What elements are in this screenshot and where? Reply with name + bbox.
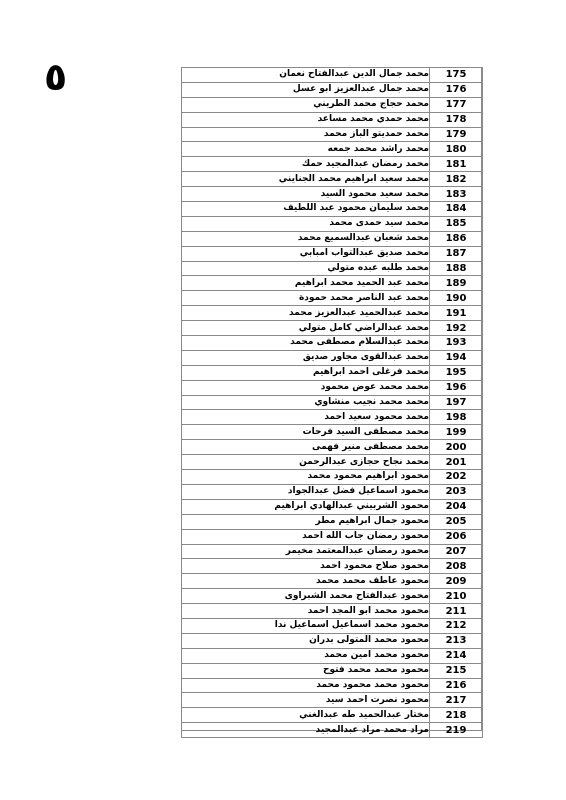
number-cell: 192 — [430, 321, 483, 336]
table-row — [182, 470, 483, 485]
name-cell: محمد نجاح حجازى عبدالرحمن — [182, 455, 430, 470]
number-cell: 184 — [430, 202, 483, 217]
table-row — [182, 499, 483, 514]
number-cell: 177 — [430, 97, 483, 112]
table-row — [182, 455, 483, 470]
table-row — [182, 261, 483, 276]
name-cell: محمود محمد اسماعيل اسماعيل ندا — [182, 618, 430, 633]
name-cell: محمد رمضان عبدالمجيد حمك — [182, 157, 430, 172]
table-row — [182, 82, 483, 97]
table-row — [182, 529, 483, 544]
name-cell: محمد شعبان عبدالسميع محمد — [182, 231, 430, 246]
number-cell: 208 — [430, 559, 483, 574]
page-number: ٥ — [44, 55, 68, 99]
name-cell: محمود ابراهيم محمود محمد — [182, 470, 430, 485]
number-cell: 198 — [430, 410, 483, 425]
name-cell: محمود محمد محمد فتوح — [182, 663, 430, 678]
number-cell: 212 — [430, 618, 483, 633]
name-cell: محمود جمال ابراهيم مطر — [182, 514, 430, 529]
table-row — [182, 663, 483, 678]
name-cell: محمد سعيد محمود السيد — [182, 187, 430, 202]
name-cell: محمود عبدالفتاح محمد الشبراوى — [182, 589, 430, 604]
name-cell: محمد راشد محمد جمعه — [182, 142, 430, 157]
table-row — [182, 678, 483, 693]
number-cell: 210 — [430, 589, 483, 604]
number-cell: 209 — [430, 574, 483, 589]
roster-table — [181, 67, 483, 738]
name-cell: محمد طلبه عبده متولي — [182, 261, 430, 276]
number-cell: 180 — [430, 142, 483, 157]
table-row — [182, 380, 483, 395]
table-row — [182, 127, 483, 142]
number-cell: 203 — [430, 484, 483, 499]
number-cell: 217 — [430, 693, 483, 708]
table-row — [182, 187, 483, 202]
table-row — [182, 172, 483, 187]
name-cell: محمد حمديتو الباز محمد — [182, 127, 430, 142]
number-cell: 195 — [430, 365, 483, 380]
table-row — [182, 514, 483, 529]
table-row — [182, 559, 483, 574]
table-row — [182, 321, 483, 336]
number-cell: 218 — [430, 708, 483, 723]
name-cell: محمود رمضان جاب الله احمد — [182, 529, 430, 544]
number-cell: 197 — [430, 395, 483, 410]
number-cell: 188 — [430, 261, 483, 276]
number-cell: 186 — [430, 231, 483, 246]
name-cell: محمود اسماعيل فضل عبدالجواد — [182, 484, 430, 499]
name-cell: محمود عاطف محمد محمد — [182, 574, 430, 589]
name-cell: محمد مصطفى منير فهمى — [182, 440, 430, 455]
table-row — [182, 410, 483, 425]
table-row — [182, 440, 483, 455]
name-cell: محمد عبد الحميد محمد ابراهيم — [182, 276, 430, 291]
roster-body — [182, 68, 483, 738]
name-cell: محمود محمد المتولى بدران — [182, 633, 430, 648]
name-cell: محمد محمد نجيب منشاوي — [182, 395, 430, 410]
name-cell: مراد محمد مراد عبدالمجيد — [182, 723, 430, 738]
name-cell: محمد عبدالراضي كامل متولي — [182, 321, 430, 336]
name-cell: محمد سليمان محمود عبد اللطيف — [182, 202, 430, 217]
table-row — [182, 142, 483, 157]
name-cell: محمود محمد امين محمد — [182, 648, 430, 663]
number-cell: 215 — [430, 663, 483, 678]
number-cell: 181 — [430, 157, 483, 172]
name-cell: محمود محمد محمود محمد — [182, 678, 430, 693]
table-row — [182, 231, 483, 246]
name-cell: محمود محمد ابو المجد احمد — [182, 604, 430, 619]
name-cell: محمد عبدالسلام مصطفى محمد — [182, 336, 430, 351]
name-cell: محمد سيد حمدى محمد — [182, 216, 430, 231]
name-cell: محمد حمدي محمد مساعد — [182, 112, 430, 127]
number-cell: 190 — [430, 291, 483, 306]
number-cell: 219 — [430, 723, 483, 738]
number-cell: 183 — [430, 187, 483, 202]
name-cell: محمود رمضان عبدالمعتمد مخيمر — [182, 544, 430, 559]
table-row — [182, 425, 483, 440]
table-row — [182, 633, 483, 648]
table-row — [182, 589, 483, 604]
table-row — [182, 648, 483, 663]
number-cell: 178 — [430, 112, 483, 127]
table-row — [182, 618, 483, 633]
table-row — [182, 574, 483, 589]
number-cell: 202 — [430, 470, 483, 485]
name-cell: محمد فرغلى احمد ابراهيم — [182, 365, 430, 380]
number-cell: 191 — [430, 306, 483, 321]
name-cell: محمد جمال عبدالعزيز ابو عسل — [182, 82, 430, 97]
table-row — [182, 365, 483, 380]
number-cell: 207 — [430, 544, 483, 559]
name-cell: محمد صديق عبدالتواب امبابي — [182, 246, 430, 261]
name-cell: محمد محمود سعيد احمد — [182, 410, 430, 425]
table-row — [182, 112, 483, 127]
table-row — [182, 97, 483, 112]
table-row — [182, 350, 483, 365]
table-row — [182, 708, 483, 723]
number-cell: 182 — [430, 172, 483, 187]
number-cell: 206 — [430, 529, 483, 544]
name-cell: محمد حجاج محمد الطريني — [182, 97, 430, 112]
number-cell: 194 — [430, 350, 483, 365]
number-cell: 213 — [430, 633, 483, 648]
table-row — [182, 157, 483, 172]
table-row — [182, 216, 483, 231]
name-cell: محمد جمال الدين عبدالفتاح نعمان — [182, 68, 430, 83]
table-row — [182, 246, 483, 261]
number-cell: 205 — [430, 514, 483, 529]
name-cell: محمود نصرت احمد سيد — [182, 693, 430, 708]
number-cell: 187 — [430, 246, 483, 261]
table-row — [182, 68, 483, 83]
number-cell: 214 — [430, 648, 483, 663]
number-cell: 189 — [430, 276, 483, 291]
table-row — [182, 291, 483, 306]
name-cell: محمود الشربيني عبدالهادي ابراهيم — [182, 499, 430, 514]
number-cell: 196 — [430, 380, 483, 395]
table-row — [182, 693, 483, 708]
table-row — [182, 306, 483, 321]
number-cell: 199 — [430, 425, 483, 440]
table-row — [182, 336, 483, 351]
table-row — [182, 604, 483, 619]
name-cell: محمد مصطفى السيد فرحات — [182, 425, 430, 440]
name-cell: محمد عبدالقوى مجاور صديق — [182, 350, 430, 365]
name-cell: محمد عبد الناصر محمد حمودة — [182, 291, 430, 306]
number-cell: 201 — [430, 455, 483, 470]
number-cell: 216 — [430, 678, 483, 693]
name-cell: محمود صلاح محمود احمد — [182, 559, 430, 574]
number-cell: 176 — [430, 82, 483, 97]
name-cell: مختار عبدالحميد طه عبدالغني — [182, 708, 430, 723]
table-row — [182, 395, 483, 410]
table-row — [182, 276, 483, 291]
number-cell: 175 — [430, 68, 483, 83]
number-cell: 211 — [430, 604, 483, 619]
number-cell: 204 — [430, 499, 483, 514]
number-cell: 193 — [430, 336, 483, 351]
number-cell: 179 — [430, 127, 483, 142]
number-cell: 200 — [430, 440, 483, 455]
table-row — [182, 723, 483, 738]
name-cell: محمد سعيد ابراهيم محمد الجنايني — [182, 172, 430, 187]
name-cell: محمد محمد عوض محمود — [182, 380, 430, 395]
name-cell: محمد عبدالحميد عبدالعزيز محمد — [182, 306, 430, 321]
table-row — [182, 544, 483, 559]
table-row — [182, 484, 483, 499]
number-cell: 185 — [430, 216, 483, 231]
table-row — [182, 202, 483, 217]
